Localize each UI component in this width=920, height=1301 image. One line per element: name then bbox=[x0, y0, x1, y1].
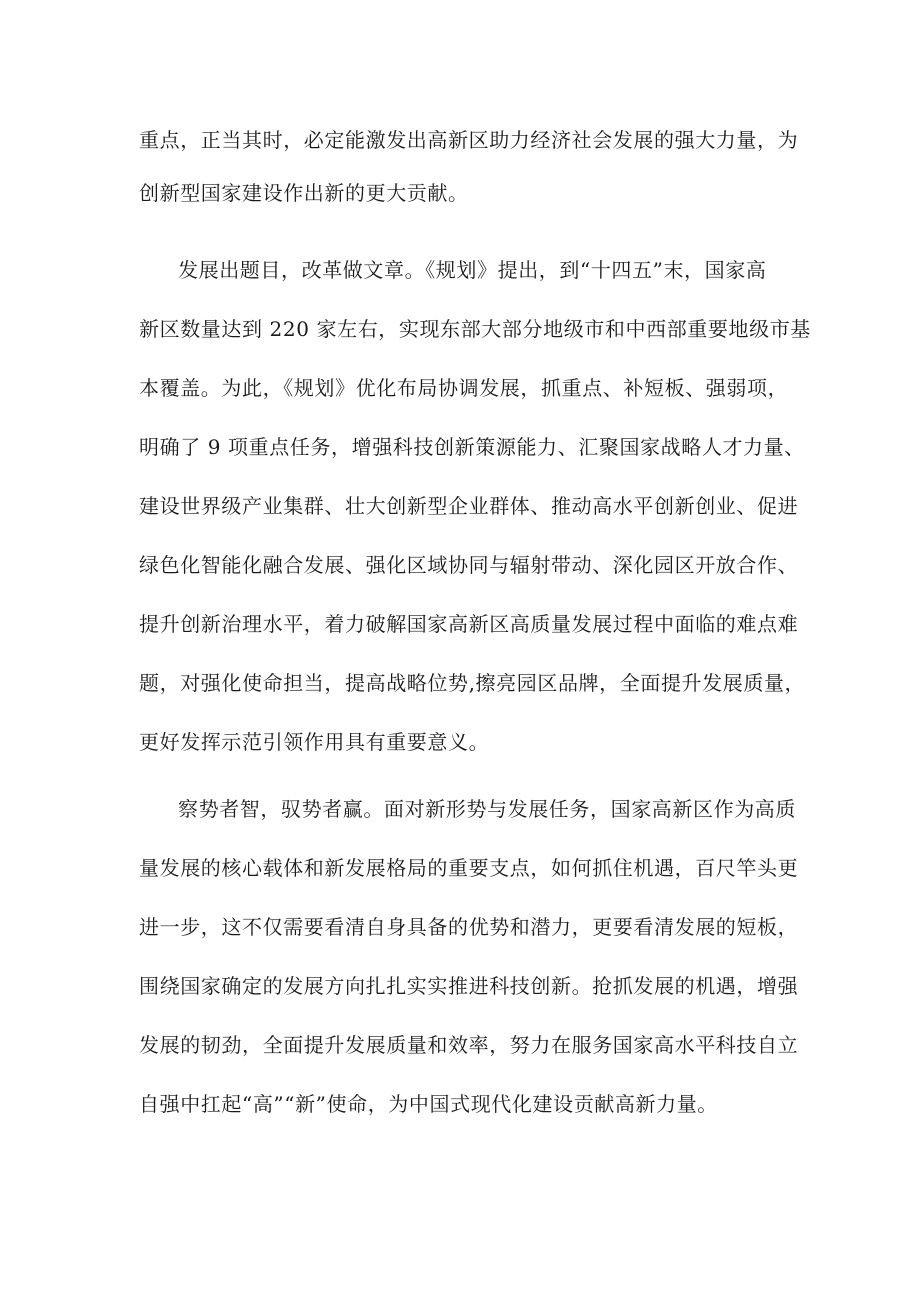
text-line: 本覆盖。为此，《规划》优化布局协调发展，抓重点、补短板、强弱项， bbox=[139, 376, 789, 400]
text-line: 重点，正当其时，必定能激发出高新区助力经济社会发展的强大力量，为 bbox=[139, 128, 799, 152]
text-line: 建设世界级产业集群、壮大创新型企业群体、推动高水平创新创业、促进 bbox=[139, 494, 799, 518]
text-line: 提升创新治理水平，着力破解国家高新区高质量发展过程中面临的难点难 bbox=[139, 612, 799, 636]
text-line: 新区数量达到 220 家左右，实现东部大部分地级市和中西部重要地级市基 bbox=[139, 317, 811, 341]
text-line: 题，对强化使命担当，提高战略位势,擦亮园区品牌，全面提升发展质量， bbox=[139, 671, 806, 695]
text-line: 更好发挥示范引领作用具有重要意义。 bbox=[139, 730, 490, 754]
text-line: 发展出题目，改革做文章。《规划》提出，到“十四五”末，国家高 bbox=[178, 258, 767, 282]
text-line: 创新型国家建设作出新的更大贡献。 bbox=[139, 181, 469, 205]
text-line: 发展的韧劲，全面提升发展质量和效率，努力在服务国家高水平科技自立 bbox=[139, 1033, 799, 1057]
text-line: 绿色化智能化融合发展、强化区域协同与辐射带动、深化园区开放合作、 bbox=[139, 553, 799, 577]
text-line: 围绕国家确定的发展方向扎扎实实推进科技创新。抢抓发展的机遇，增强 bbox=[139, 974, 799, 998]
text-line: 明确了 9 项重点任务，增强科技创新策源能力、汇聚国家战略人才力量、 bbox=[139, 435, 805, 459]
text-line: 察势者智，驭势者赢。面对新形势与发展任务，国家高新区作为高质 bbox=[178, 797, 796, 821]
text-line: 自强中扛起“高”“新”使命，为中国式现代化建设贡献高新力量。 bbox=[139, 1092, 718, 1116]
text-line: 量发展的核心载体和新发展格局的重要支点，如何抓住机遇，百尺竿头更 bbox=[139, 856, 799, 880]
text-line: 进一步，这不仅需要看清自身具备的优势和潜力，更要看清发展的短板， bbox=[139, 915, 799, 939]
